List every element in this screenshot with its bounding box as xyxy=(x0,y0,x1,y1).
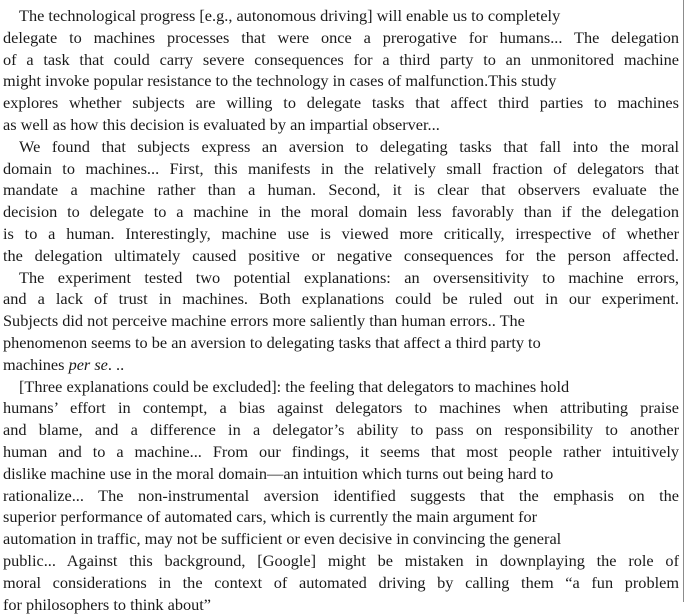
text-line: as well as how this decision is evaluated by an impartial observer... xyxy=(3,114,440,134)
text-line: We found that subjects express an aversion to delegating tasks that fall into the moral xyxy=(19,136,679,156)
text-line: and a lack of trust in machines. Both explanations could be ruled out in our experiment. xyxy=(3,289,679,309)
text-line: domain to machines... First, this manifests in the relatively small fraction of delegators that xyxy=(3,158,679,178)
paragraph-1 xyxy=(3,5,679,136)
text-fragment: machines xyxy=(3,354,69,374)
text-line: moral considerations in the context of automated driving by calling them “a fun problem xyxy=(3,572,679,592)
paragraph-2 xyxy=(3,136,679,267)
text-line: humans’ effort in contempt, a bias against delegators to machines when attributing praise xyxy=(3,398,679,418)
text-line: The technological progress [e.g., autonomous driving] will enable us to completely xyxy=(19,6,561,25)
text-line: superior performance of automated cars, which is currently the main argument for xyxy=(3,507,538,527)
text-line: might invoke popular resistance to the technology in cases of malfunction.This study xyxy=(3,71,557,91)
paragraph-3 xyxy=(3,267,679,376)
paragraph-4 xyxy=(3,376,679,615)
text-line: is to a human. Interestingly, machine use is viewed more critically, irrespective of whether xyxy=(3,223,679,243)
document-body xyxy=(3,5,679,615)
text-line: and blame, and a difference in a delegator’s ability to pass on responsibility to another xyxy=(3,420,679,440)
text-line: public... Against this background, [Google] might be mistaken in downplaying the role of xyxy=(3,550,679,570)
text-line: Subjects did not perceive machine errors more saliently than human errors.. The xyxy=(3,311,525,331)
text-line: decision to delegate to a machine in the moral domain less favorably than if the delegation xyxy=(3,202,679,222)
text-line: dislike machine use in the moral domain—an intuition which turns out being hard to xyxy=(3,463,554,483)
text-line: automation in traffic, may not be sufficient or even decisive in convincing the general xyxy=(3,529,562,549)
emphasized-text: per se xyxy=(68,354,108,374)
text-line: mandate a machine rather than a human. Second, it is clear that observers evaluate the xyxy=(3,180,679,200)
text-line: [Three explanations could be excluded]: the feeling that delegators to machines hold xyxy=(19,376,570,396)
text-fragment: . .. xyxy=(107,354,125,374)
text-line: explores whether subjects are willing to delegate tasks that affect third parties to machines xyxy=(3,93,679,113)
text-line: for philosophers to think about” xyxy=(3,594,212,614)
text-line: The experiment tested two potential explanations: an oversensitivity to machine errors, xyxy=(19,267,679,287)
text-line: human and to a machine... From our findings, it seems that most people rather intuitively xyxy=(3,441,679,461)
text-line: rationalize... The non-instrumental aversion identified suggests that the emphasis on the xyxy=(3,485,679,505)
text-line: the delegation ultimately caused positive or negative consequences for the person affected. xyxy=(3,245,679,265)
text-line xyxy=(3,354,679,376)
text-line: of a task that could carry severe consequences for a third party to an unmonitored machine xyxy=(3,49,679,69)
text-line: delegate to machines processes that were once a prerogative for humans... The delegation xyxy=(3,27,679,47)
text-line: phenomenon seems to be an aversion to delegating tasks that affect a third party to xyxy=(3,332,541,352)
